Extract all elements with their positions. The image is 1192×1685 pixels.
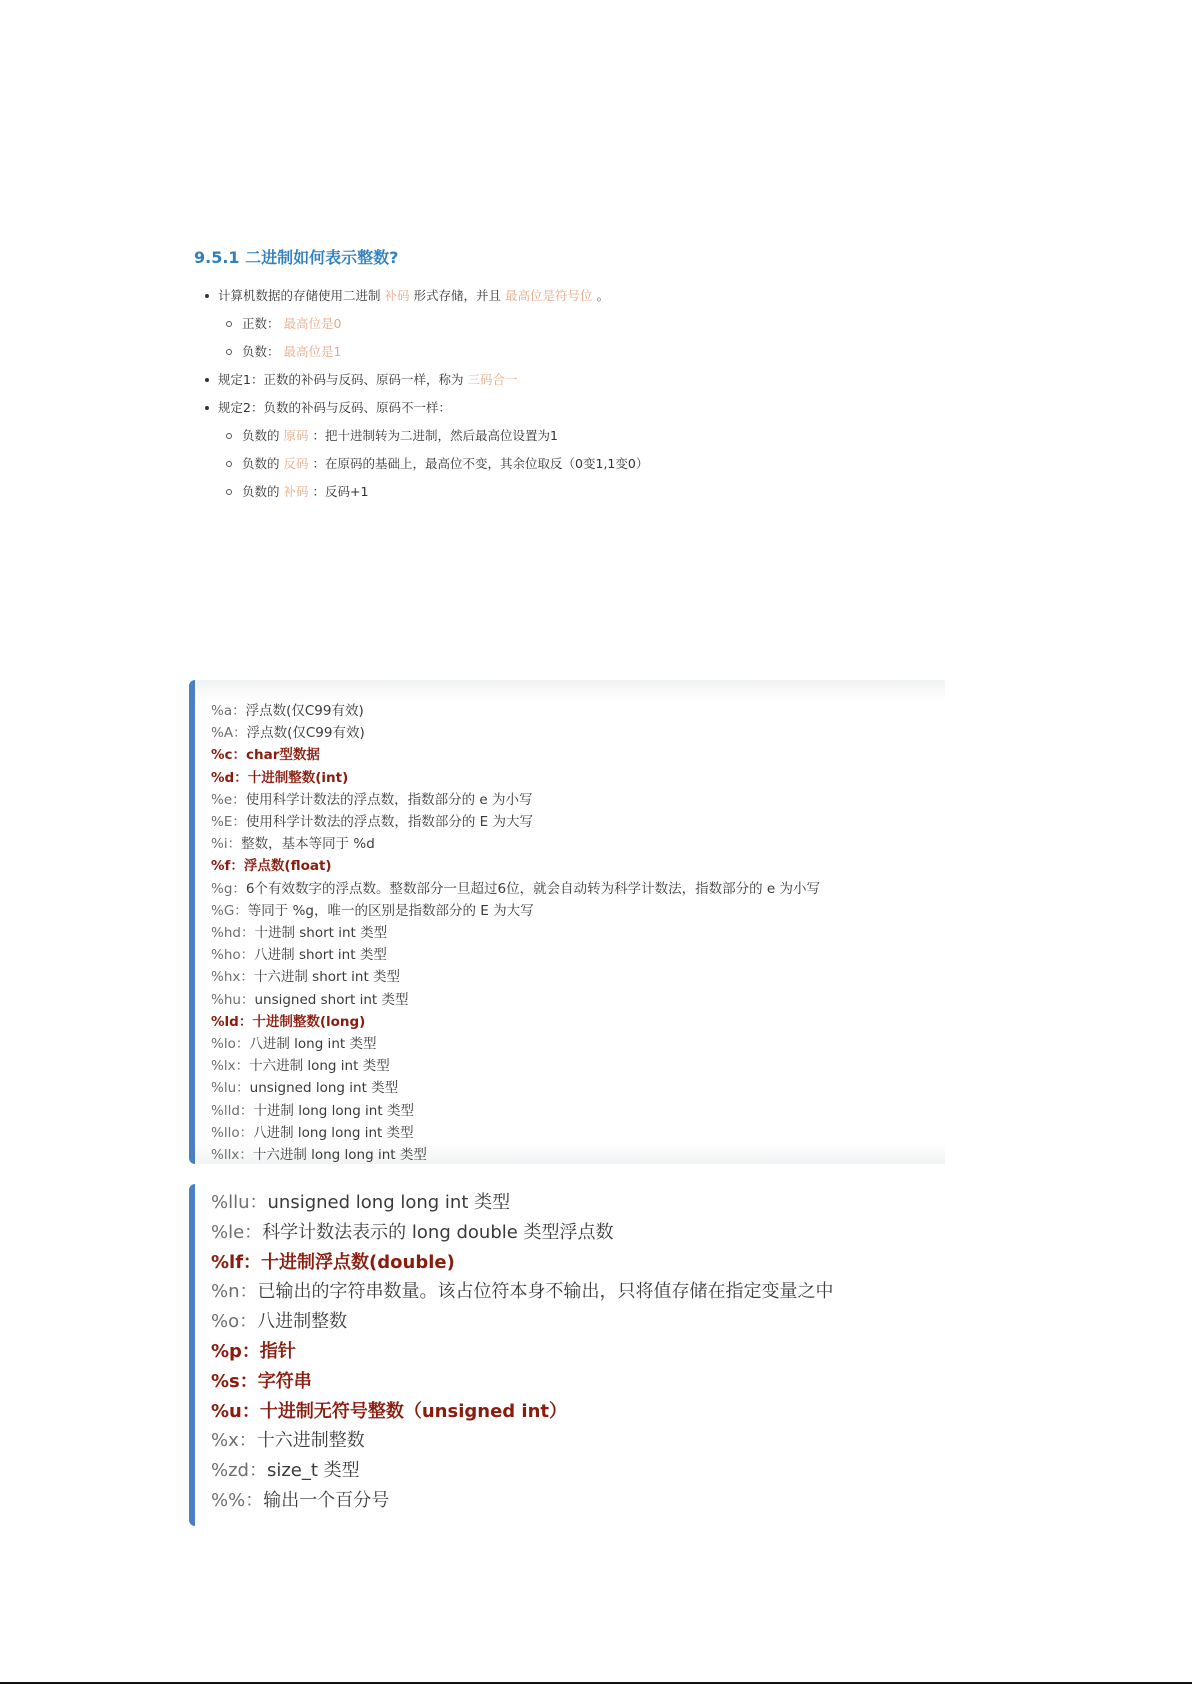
specifier-desc: size_t 类型 (266, 1460, 360, 1482)
specifier-desc: 十进制整数(int) (247, 769, 349, 786)
specifier-desc: 八进制 long int 类型 (249, 1036, 377, 1053)
specifier-desc: 字符串 (257, 1370, 312, 1392)
specifier-row (211, 700, 820, 722)
specifier-desc: 十六进制 short int 类型 (253, 969, 401, 986)
specifier-code: %p： (211, 1340, 260, 1362)
specifier-code: %lx： (211, 1058, 250, 1075)
specifier-desc: 八进制 short int 类型 (254, 947, 387, 964)
specifier-desc: 浮点数(float) (243, 858, 332, 875)
specifier-code: %e： (211, 791, 246, 808)
specifier-desc: 浮点数(仅C99有效) (246, 725, 365, 742)
specifier-code: %A： (211, 725, 247, 742)
list-text: ：把十进制转为二进制，然后最高位设置为1 (312, 428, 558, 443)
specifier-code: %c： (211, 747, 247, 764)
page-bottom-rule (0, 1682, 1192, 1684)
specifier-row (211, 1277, 834, 1307)
specifier-desc: 浮点数(仅C99有效) (245, 703, 364, 719)
list-text: 负数的 (242, 428, 280, 443)
specifier-code: %o： (211, 1311, 258, 1333)
specifier-row (211, 1011, 820, 1033)
list-text: ：反码+1 (312, 484, 369, 499)
list-text: 正数： (242, 316, 280, 331)
binary-integer-section (194, 245, 954, 506)
highlight-term: 最高位是1 (283, 344, 342, 359)
specifier-desc: unsigned long long int 类型 (267, 1192, 511, 1213)
list-item (194, 282, 954, 366)
list-text: 形式存储，并且 (413, 288, 502, 303)
specifier-row (211, 855, 820, 877)
specifier-code: %f： (211, 858, 244, 875)
format-specifier-block-2 (189, 1184, 945, 1526)
specifier-list-2 (211, 1188, 834, 1516)
specifier-desc: 十进制 long long int 类型 (253, 1102, 414, 1119)
specifier-code: %zd： (211, 1460, 267, 1482)
specifier-code: %lo： (211, 1036, 250, 1053)
specifier-desc: 输出一个百分号 (263, 1489, 390, 1511)
list-text: 负数的 (242, 456, 280, 471)
specifier-desc: 指针 (259, 1340, 296, 1362)
specifier-row (211, 811, 820, 833)
specifier-desc: 使用科学计数法的浮点数，指数部分的 e 为小写 (245, 791, 533, 808)
specifier-row (211, 789, 820, 811)
specifier-desc: char型数据 (246, 747, 320, 764)
specifier-row (211, 878, 820, 900)
specifier-code: %E： (211, 814, 246, 831)
specifier-desc: 整数，基本等同于 %d (241, 836, 375, 853)
specifier-list-1 (211, 700, 820, 1166)
specifier-row (211, 922, 820, 944)
list-text: 负数的 (242, 484, 280, 499)
specifier-code: %x： (211, 1430, 257, 1452)
specifier-code: %i： (211, 836, 242, 853)
specifier-desc: 八进制 long long int 类型 (253, 1124, 414, 1141)
specifier-row (211, 900, 820, 922)
sub-list-item (218, 450, 954, 478)
specifier-desc: 十六进制整数 (256, 1430, 365, 1452)
specifier-row (211, 1456, 834, 1486)
specifier-desc: 已输出的字符串数量。该占位符本身不输出，只将值存储在指定变量之中 (257, 1281, 834, 1303)
specifier-desc: 十进制浮点数(double) (261, 1251, 455, 1273)
specifier-desc: 八进制整数 (257, 1311, 348, 1333)
specifier-row (211, 1188, 834, 1218)
specifier-row (211, 1144, 820, 1166)
specifier-code: %s： (211, 1370, 258, 1392)
specifier-code: %hu： (211, 991, 255, 1008)
specifier-desc: unsigned short int 类型 (254, 991, 409, 1008)
specifier-code: %a： (211, 703, 246, 719)
specifier-row (211, 1033, 820, 1055)
specifier-row (211, 1218, 834, 1248)
specifier-code: %ho： (211, 947, 255, 964)
list-text: 。 (596, 288, 610, 303)
specifier-desc: 十六进制 long int 类型 (249, 1058, 390, 1075)
list-text: ：在原码的基础上，最高位不变，其余位取反（0变1,1变0） (312, 456, 649, 471)
specifier-row (211, 944, 820, 966)
specifier-desc: 十六进制 long long int 类型 (252, 1147, 427, 1164)
specifier-code: %%： (211, 1489, 264, 1511)
specifier-row (211, 1077, 820, 1099)
format-specifier-block-1 (189, 680, 945, 1164)
specifier-row (211, 1486, 834, 1516)
specifier-row (211, 1307, 834, 1337)
list-item (194, 394, 954, 506)
specifier-row (211, 1122, 820, 1144)
list-item (194, 366, 954, 394)
specifier-code: %hx： (211, 969, 254, 986)
highlight-term: 反码 (283, 456, 309, 471)
specifier-row (211, 722, 820, 744)
specifier-code: %g： (211, 880, 246, 897)
sub-list-item (218, 422, 954, 450)
specifier-code: %lld： (211, 1102, 254, 1119)
specifier-row (211, 1055, 820, 1077)
specifier-code: %G： (211, 902, 248, 919)
list-text: 规定1：正数的补码与反码、原码一样，称为 (218, 372, 464, 387)
highlight-term: 补码 (384, 288, 410, 303)
specifier-code: %n： (211, 1281, 258, 1303)
specifier-desc: unsigned long int 类型 (249, 1080, 399, 1097)
specifier-row (211, 966, 820, 988)
specifier-code: %llx： (211, 1147, 253, 1164)
specifier-code: %hd： (211, 925, 255, 942)
specifier-code: %llu： (211, 1192, 268, 1213)
list-text: 计算机数据的存储使用二进制 (218, 288, 381, 303)
specifier-desc: 十进制 short int 类型 (254, 925, 388, 942)
specifier-desc: 十进制整数(long) (252, 1013, 366, 1030)
highlight-term: 补码 (283, 484, 309, 499)
specifier-code: %lu： (211, 1080, 250, 1097)
highlight-term: 最高位是0 (283, 316, 342, 331)
specifier-code: %d： (211, 769, 248, 786)
specifier-code: %le： (211, 1221, 263, 1243)
section-heading: 9.5.1 二进制如何表示整数? (194, 248, 399, 267)
highlight-term: 最高位是符号位 (505, 288, 593, 303)
list-text: 规定2：负数的补码与反码、原码不一样： (218, 400, 451, 415)
specifier-row (211, 744, 820, 766)
list-text: 负数： (242, 344, 280, 359)
specifier-desc: 使用科学计数法的浮点数，指数部分的 E 为大写 (245, 814, 533, 831)
specifier-row (211, 1426, 834, 1456)
highlight-term: 三码合一 (467, 372, 518, 387)
specifier-desc: 6个有效数字的浮点数。整数部分一旦超过6位，就会自动转为科学计数法，指数部分的 e 为小写 (245, 880, 820, 897)
sub-list (218, 422, 954, 506)
specifier-code: %llo： (211, 1124, 254, 1141)
specifier-code: %ld： (211, 1013, 253, 1030)
specifier-code: %lf： (211, 1251, 262, 1273)
specifier-row (211, 1248, 834, 1278)
specifier-row (211, 833, 820, 855)
sub-list-item (218, 478, 954, 506)
specifier-row (211, 1397, 834, 1427)
rules-list (194, 282, 954, 506)
specifier-row (211, 1367, 834, 1397)
sub-list (218, 310, 954, 366)
specifier-row (211, 1337, 834, 1367)
specifier-row (211, 767, 820, 789)
sub-list-item (218, 338, 954, 366)
specifier-desc: 等同于 %g，唯一的区别是指数部分的 E 为大写 (247, 902, 534, 919)
specifier-desc: 十进制无符号整数（unsigned int） (259, 1400, 568, 1422)
specifier-desc: 科学计数法表示的 long double 类型浮点数 (262, 1221, 614, 1243)
specifier-code: %u： (211, 1400, 260, 1422)
specifier-row (211, 989, 820, 1011)
specifier-row (211, 1100, 820, 1122)
sub-list-item (218, 310, 954, 338)
highlight-term: 原码 (283, 428, 309, 443)
